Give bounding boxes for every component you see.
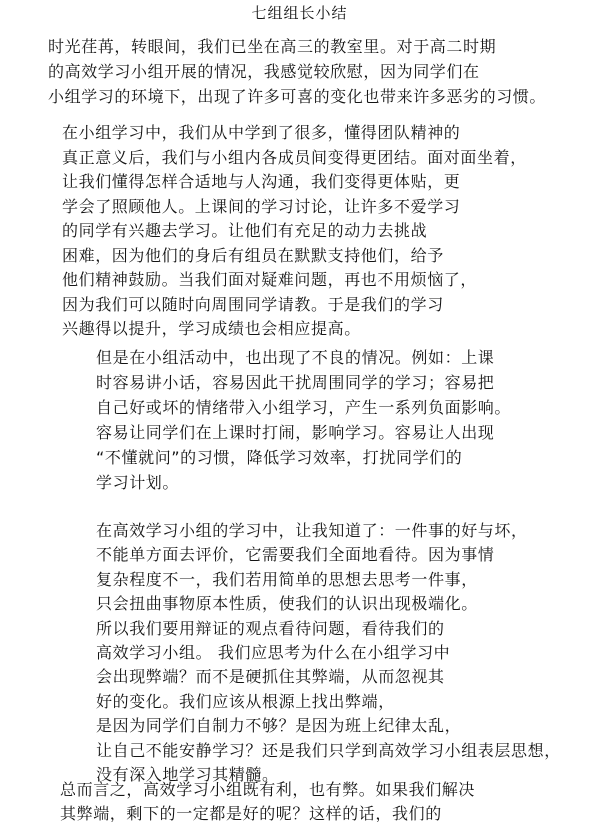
text-line: 时光荏苒，转眼间，我们已坐在高三的教室里。对于高二时期 xyxy=(48,37,497,56)
text-line: 时容易讲小话，容易因此干扰周围同学的学习；容易把 xyxy=(96,373,495,392)
text-line: 的同学有兴趣去学习。让他们有充足的动力去挑战 xyxy=(62,221,428,240)
text-line: 真正意义后，我们与小组内各成员间变得更团结。面对面坐着， xyxy=(62,147,527,167)
text-line: 复杂程度不一，我们若用简单的思想去思考一件事， xyxy=(96,569,478,589)
text-line: “不懂就问”的习惯，降低学习效率，打扰同学们的 xyxy=(96,448,463,467)
text-line: 其弊端，剩下的一定都是好的呢？这样的话，我们的 xyxy=(60,804,442,822)
text-line: 兴趣得以提升，学习成绩也会相应提高。 xyxy=(62,319,361,338)
text-line: 让我们懂得怎样合适地与人沟通，我们变得更体贴，更 xyxy=(62,172,461,191)
text-line: 所以我们要用辩证的观点看待问题，看待我们的 xyxy=(96,618,445,638)
text-line: 总而言之，高效学习小组既有利，也有弊。如果我们解决 xyxy=(60,780,476,799)
text-line: 学习计划。 xyxy=(96,473,180,492)
paragraph-reflection xyxy=(96,519,596,787)
text-line: 自己好或坏的情绪带入小组学习，产生一系列负面影响。 xyxy=(96,398,512,417)
paragraph-intro xyxy=(48,34,593,109)
text-line: 困难，因为他们的身后有组员在默默支持他们，给予 xyxy=(62,245,444,265)
paragraph-benefits xyxy=(62,121,592,342)
text-line: 会出现弊端？而不是硬抓住其弊端，从而忽视其 xyxy=(96,667,445,687)
text-line: 的高效学习小组开展的情况，我感觉较欣慰，因为同学们在 xyxy=(48,62,480,81)
text-line: 是因为同学们自制力不够？是因为班上纪律太乱， xyxy=(96,716,462,736)
document-title: 七组组长小结 xyxy=(251,4,348,22)
text-line: 没有深入地学习其精髓。 xyxy=(96,764,279,784)
text-line: 容易让同学们在上课时打闹，影响学习。容易让人出现 xyxy=(96,423,495,442)
paragraph-problems xyxy=(96,345,596,495)
text-line: 高效学习小组。 我们应思考为什么在小组学习中 xyxy=(96,642,451,662)
text-line: 他们精神鼓励。当我们面对疑难问题，再也不用烦恼了， xyxy=(62,270,478,289)
paragraph-conclusion xyxy=(60,778,595,822)
text-line: 学会了照顾他人。上课间的学习讨论，让许多不爱学习 xyxy=(62,196,461,216)
text-line: 让自己不能安静学习？还是我们只学到高效学习小组表层思想， xyxy=(96,740,561,760)
text-line: 在小组学习中，我们从中学到了很多，懂得团队精神的 xyxy=(62,123,461,142)
text-line: 因为我们可以随时向周围同学请教。于是我们的学习 xyxy=(62,294,444,314)
text-line: 在高效学习小组的学习中，让我知道了：一件事的好与坏， xyxy=(96,521,528,540)
text-line: 小组学习的环境下，出现了许多可喜的变化也带来许多恶劣的习惯。 xyxy=(48,87,547,106)
text-line: 好的变化。我们应该从根源上找出弊端， xyxy=(96,691,395,711)
text-line: 但是在小组活动中，也出现了不良的情况。例如：上课 xyxy=(96,348,495,367)
text-line: 不能单方面去评价，它需要我们全面地看待。因为事情 xyxy=(96,545,495,565)
text-line: 只会扭曲事物原本性质，使我们的认识出现极端化。 xyxy=(96,594,478,614)
